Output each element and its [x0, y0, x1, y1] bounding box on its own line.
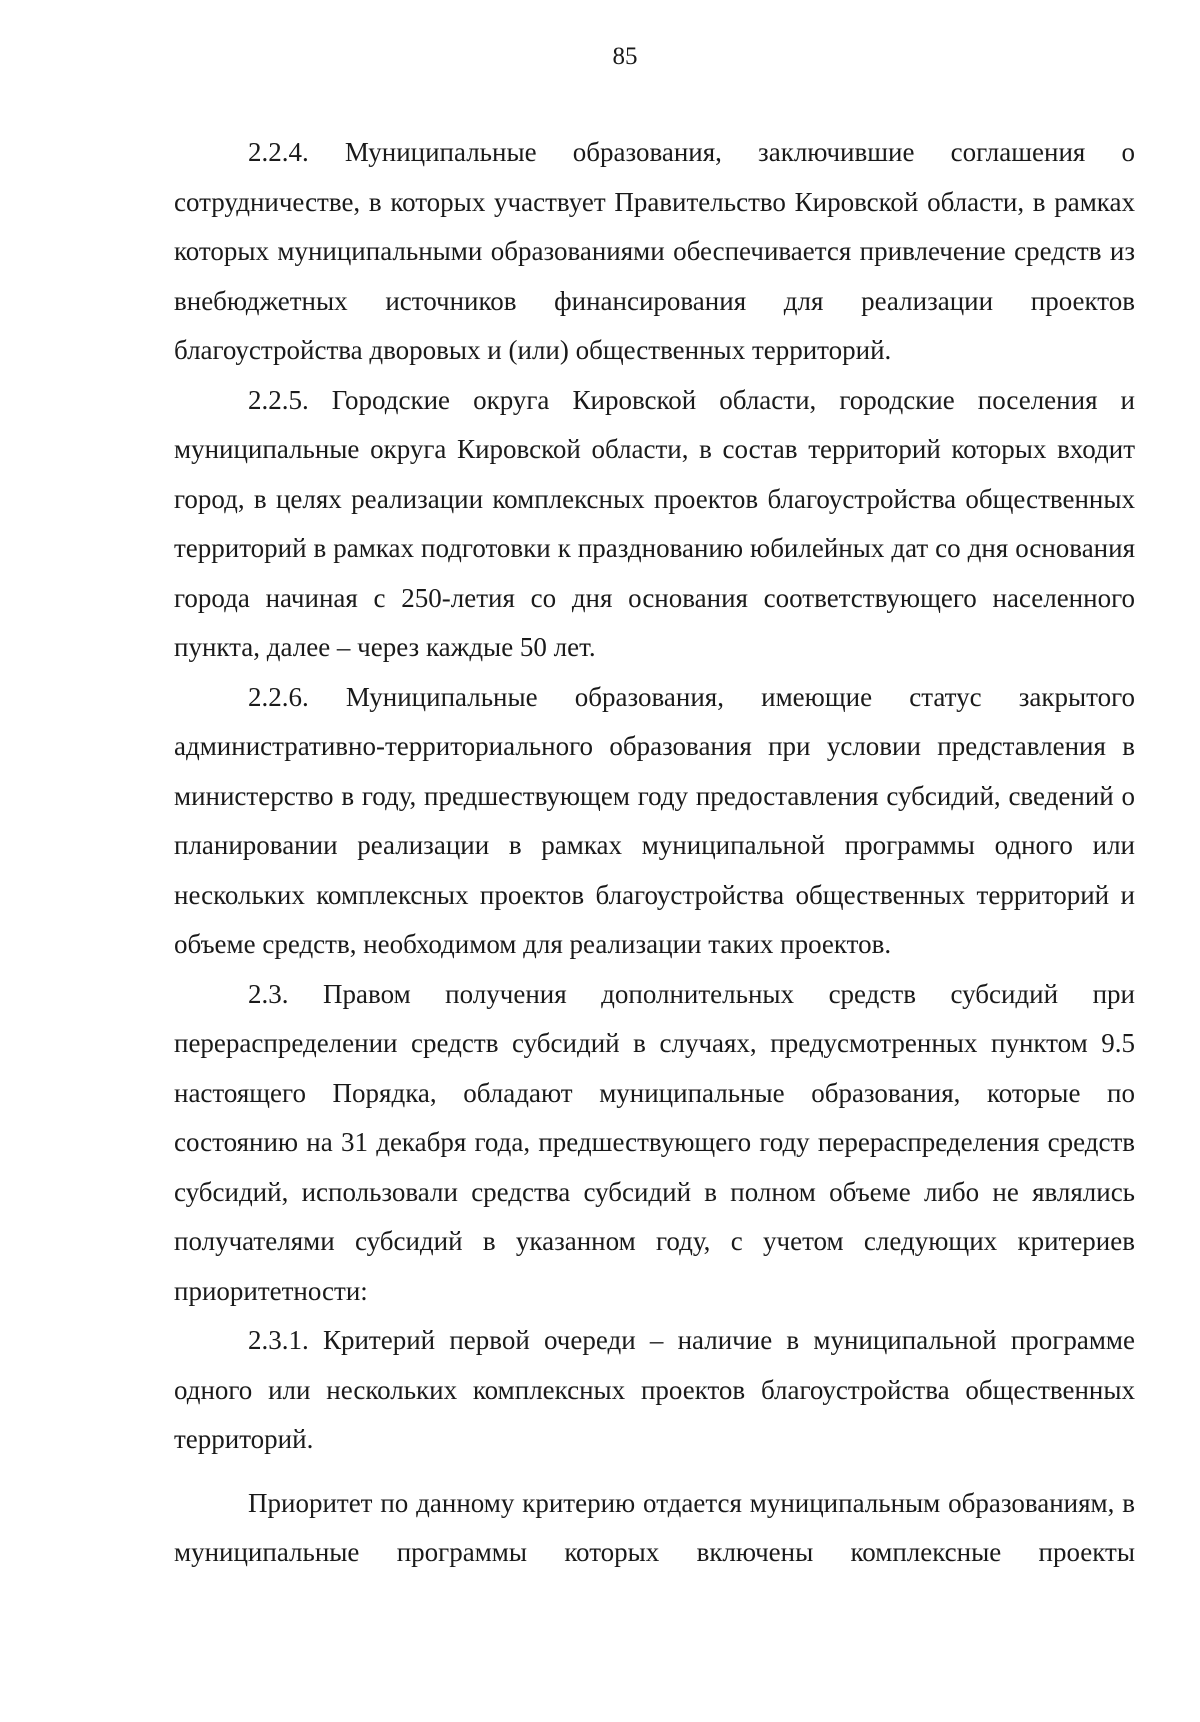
paragraph-2-3-1: 2.3.1. Критерий первой очереди – наличие в муниципальной программе одного или нескольких комплексных проектов благоустройства общественных территорий. — [174, 1325, 1135, 1454]
page-number: 85 — [612, 43, 638, 70]
paragraph-2-2-6: 2.2.6. Муниципальные образования, имеющие статус закрытого административно-территориального образования при условии представления в министерство в году, предшествующем году предоставления субсидий, сведений о планировании реализации в рамках муниципальной программы одного или нескольких комплексных проектов благоустройства общественных территорий и объеме средств, необходимом для реализации таких проектов. — [174, 681, 1135, 959]
paragraph-2-2-4: 2.2.4. Муниципальные образования, заключившие соглашения о сотрудничестве, в которых участвует Правительство Кировской области, в рамках которых муниципальными образованиями обеспечивается привлечение средств из внебюджетных источников финансирования для реализации проектов благоустройства дворовых и (или) общественных территорий. — [174, 137, 1135, 365]
paragraph-priority: Приоритет по данному критерию отдается муниципальным образованиям, в муниципальные программы которых включены комплексные проекты — [174, 1487, 1135, 1567]
paragraph-2-2-5: 2.2.5. Городские округа Кировской области, городские поселения и муниципальные округа Кировской области, в состав территорий которых входит город, в целях реализации комплексных проектов благоустройства общественных территорий в рамках подготовки к празднованию юбилейных дат со дня основания города начиная с 250-летия со дня основания соответствующего населенного пункта, далее – через каждые 50 лет. — [174, 384, 1135, 662]
paragraph-2-3: 2.3. Правом получения дополнительных средств субсидий при перераспределении средств субсидий в случаях, предусмотренных пунктом 9.5 настоящего Порядка, обладают муниципальные образования, которые по состоянию на 31 декабря года, предшествующего году перераспределения средств субсидий, использовали средства субсидий в полном объеме либо не являлись получателями субсидий в указанном году, с учетом следующих критериев приоритетности: — [174, 978, 1135, 1306]
document-body — [174, 128, 1135, 1578]
